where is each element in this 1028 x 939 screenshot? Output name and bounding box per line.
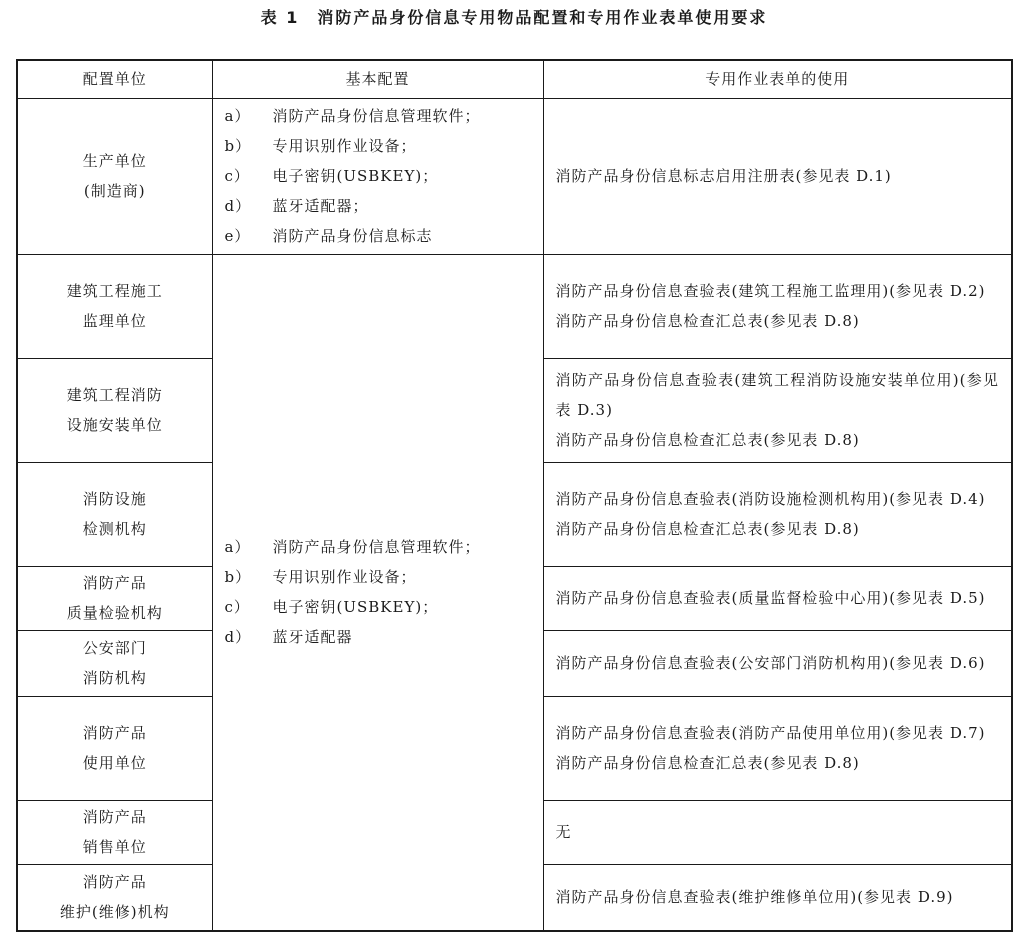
unit-cell <box>17 98 212 254</box>
unit-cell <box>17 566 212 630</box>
config-item <box>225 191 543 221</box>
config-list <box>225 101 543 251</box>
unit-cell <box>17 630 212 696</box>
form-entry: 无 <box>555 823 572 841</box>
config-text: 消防产品身份信息标志 <box>272 227 433 245</box>
form-entry: 消防产品身份信息查验表(质量监督检验中心用)(参见表 D.5) <box>555 589 986 607</box>
header-unit: 配置单位 <box>17 60 212 98</box>
forms-cell <box>543 358 1012 462</box>
config-text: 消防产品身份信息管理软件； <box>272 538 481 557</box>
config-marker: e） <box>224 227 251 245</box>
config-text: 专用识别作业设备； <box>272 568 417 587</box>
config-item <box>225 622 543 652</box>
unit-line: 公安部门 <box>82 639 147 657</box>
unit-cell <box>17 462 212 566</box>
config-text: 蓝牙适配器 <box>272 628 353 647</box>
config-cell <box>212 98 543 254</box>
config-item <box>225 101 543 131</box>
unit-line: 消防机构 <box>82 669 147 687</box>
forms-cell <box>543 254 1012 358</box>
form-entry: 消防产品身份信息检查汇总表(参见表 D.8) <box>555 312 860 330</box>
table-title: 消防产品身份信息专用物品配置和专用作业表单使用要求 <box>317 8 768 27</box>
unit-line: 消防产品 <box>82 873 147 892</box>
unit-line: 使用单位 <box>82 754 147 772</box>
config-text: 电子密钥(USBKEY)； <box>272 598 439 617</box>
forms-cell <box>543 630 1012 696</box>
unit-line: (制造商) <box>83 182 146 200</box>
header-forms: 专用作业表单的使用 <box>543 60 1012 98</box>
unit-cell <box>17 254 212 358</box>
unit-line: 消防产品 <box>82 574 147 592</box>
config-list <box>225 532 543 652</box>
form-entry: 消防产品身份信息查验表(维护维修单位用)(参见表 D.9) <box>555 888 954 907</box>
unit-line: 建筑工程消防 <box>66 386 163 404</box>
forms-cell <box>543 98 1012 254</box>
config-item <box>225 221 543 251</box>
unit-line: 消防产品 <box>82 724 147 742</box>
config-marker: c） <box>224 167 250 185</box>
form-entry: 消防产品身份信息检查汇总表(参见表 D.8) <box>555 754 860 772</box>
unit-line: 监理单位 <box>82 312 147 330</box>
config-item <box>225 592 543 622</box>
config-item <box>225 562 543 592</box>
form-entry: 消防产品身份信息查验表(建筑工程消防设施安装单位用)(参见表 D.3) <box>555 371 999 419</box>
config-marker: c） <box>224 598 250 617</box>
config-marker: d） <box>224 197 252 215</box>
forms-cell <box>543 462 1012 566</box>
unit-line: 设施安装单位 <box>66 416 163 434</box>
table-row <box>17 98 1012 254</box>
unit-line: 生产单位 <box>82 152 147 170</box>
config-text: 专用识别作业设备； <box>272 137 417 155</box>
config-marker: b） <box>224 137 252 155</box>
form-entry: 消防产品身份信息查验表(消防产品使用单位用)(参见表 D.7) <box>555 724 986 742</box>
config-marker: a） <box>224 107 251 125</box>
config-text: 电子密钥(USBKEY)； <box>272 167 439 185</box>
form-entry: 消防产品身份信息检查汇总表(参见表 D.8) <box>555 520 860 538</box>
unit-line: 消防产品 <box>82 808 147 826</box>
form-entry: 消防产品身份信息查验表(建筑工程施工监理用)(参见表 D.2) <box>555 282 986 300</box>
unit-line: 检测机构 <box>82 520 147 538</box>
unit-cell <box>17 358 212 462</box>
form-entry: 消防产品身份信息检查汇总表(参见表 D.8) <box>555 431 860 449</box>
unit-line: 销售单位 <box>82 838 147 856</box>
unit-line: 质量检验机构 <box>66 604 163 622</box>
config-item <box>225 161 543 191</box>
form-entry: 消防产品身份信息标志启用注册表(参见表 D.1) <box>555 167 892 185</box>
config-marker: d） <box>224 628 252 647</box>
unit-cell <box>17 800 212 864</box>
config-marker: b） <box>224 568 252 587</box>
forms-cell <box>543 800 1012 864</box>
unit-cell <box>17 696 212 800</box>
forms-cell <box>543 566 1012 630</box>
config-text: 消防产品身份信息管理软件； <box>272 107 481 125</box>
config-marker: a） <box>224 538 251 557</box>
config-item <box>225 532 543 562</box>
config-text: 蓝牙适配器； <box>272 197 369 215</box>
table-number: 表 1 <box>260 8 300 27</box>
header-config: 基本配置 <box>212 60 543 98</box>
forms-cell <box>543 864 1012 931</box>
table-row <box>17 254 1012 358</box>
unit-line: 维护(维修)机构 <box>59 903 170 922</box>
table-header-row <box>17 60 1012 98</box>
config-item <box>225 131 543 161</box>
table-caption <box>0 6 1028 30</box>
form-entry: 消防产品身份信息查验表(公安部门消防机构用)(参见表 D.6) <box>555 654 986 672</box>
unit-line: 消防设施 <box>82 490 147 508</box>
requirements-table <box>16 59 1013 932</box>
form-entry: 消防产品身份信息查验表(消防设施检测机构用)(参见表 D.4) <box>555 490 986 508</box>
unit-line: 建筑工程施工 <box>66 282 163 300</box>
unit-cell <box>17 864 212 931</box>
config-cell <box>212 254 543 931</box>
forms-cell <box>543 696 1012 800</box>
